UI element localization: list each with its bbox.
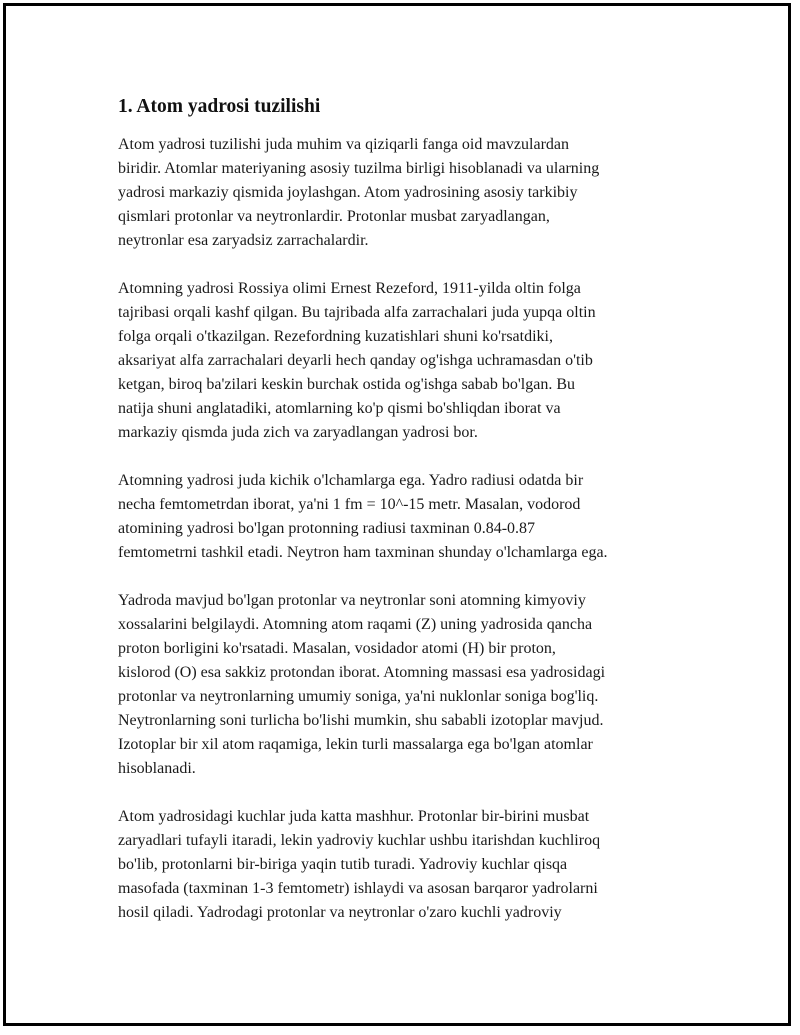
text-line: proton borligini ko'rsatadi. Masalan, vosidador atomi (H) bir proton,: [118, 640, 556, 657]
paragraph-5: [118, 805, 698, 925]
text-line: hisoblanadi.: [118, 760, 196, 777]
text-line: qismlari protonlar va neytronlardir. Protonlar musbat zaryadlangan,: [118, 208, 550, 225]
text-line: bo'lib, protonlarni bir-biriga yaqin tutib turadi. Yadroviy kuchlar qisqa: [118, 856, 568, 873]
text-line: hosil qiladi. Yadrodagi protonlar va neytronlar o'zaro kuchli yadroviy: [118, 904, 562, 921]
text-line: Yadroda mavjud bo'lgan protonlar va neytronlar soni atomning kimyoviy: [118, 592, 586, 609]
text-line: atomining yadrosi bo'lgan protonning radiusi taxminan 0.84-0.87: [118, 520, 536, 537]
text-line: neytronlar esa zaryadsiz zarrachalardir.: [118, 232, 369, 249]
paragraph-3: [118, 469, 698, 565]
text-line: Atom yadrosi tuzilishi juda muhim va qiziqarli fanga oid mavzulardan: [118, 136, 569, 153]
text-line: biridir. Atomlar materiyaning asosiy tuzilma birligi hisoblanadi va ularning: [118, 160, 600, 177]
text-line: folga orqali o'tkazilgan. Rezefordning kuzatishlari shuni ko'rsatdiki,: [118, 328, 553, 345]
text-line: masofada (taxminan 1-3 femtometr) ishlaydi va asosan barqaror yadrolarni: [118, 880, 598, 897]
text-line: femtometrni tashkil etadi. Neytron ham taxminan shunday o'lchamlarga ega.: [118, 544, 608, 561]
text-line: natija shuni anglatadiki, atomlarning ko'p qismi bo'shliqdan iborat va: [118, 400, 561, 417]
paragraph-1: [118, 133, 698, 253]
text-line: xossalarini belgilaydi. Atomning atom raqami (Z) uning yadrosida qancha: [118, 616, 593, 633]
text-line: Atomning yadrosi Rossiya olimi Ernest Rezeford, 1911-yilda oltin folga: [118, 280, 581, 297]
document-body: [118, 94, 698, 949]
text-line: kislorod (O) esa sakkiz protondan iborat. Atomning massasi esa yadrosidagi: [118, 664, 606, 681]
text-line: Izotoplar bir xil atom raqamiga, lekin turli massalarga ega bo'lgan atomlar: [118, 736, 593, 753]
section-heading: 1. Atom yadrosi tuzilishi: [118, 96, 321, 117]
paragraph-4: [118, 589, 698, 781]
text-line: protonlar va neytronlarning umumiy soniga, ya'ni nuklonlar soniga bog'liq.: [118, 688, 599, 705]
text-line: ketgan, biroq ba'zilari keskin burchak ostida og'ishga sabab bo'lgan. Bu: [118, 376, 575, 393]
text-line: Neytronlarning soni turlicha bo'lishi mumkin, shu sababli izotoplar mavjud.: [118, 712, 604, 729]
text-line: aksariyat alfa zarrachalari deyarli hech qanday og'ishga uchramasdan o'tib: [118, 352, 593, 369]
text-line: tajribasi orqali kashf qilgan. Bu tajribada alfa zarrachalari juda yupqa oltin: [118, 304, 596, 321]
text-line: markaziy qismda juda zich va zaryadlangan yadrosi bor.: [118, 424, 478, 441]
text-line: zaryadlari tufayli itaradi, lekin yadroviy kuchlar ushbu itarishdan kuchliroq: [118, 832, 601, 849]
text-line: yadrosi markaziy qismida joylashgan. Atom yadrosining asosiy tarkibiy: [118, 184, 578, 201]
paragraph-2: [118, 277, 698, 445]
text-line: Atomning yadrosi juda kichik o'lchamlarga ega. Yadro radiusi odatda bir: [118, 472, 584, 489]
text-line: Atom yadrosidagi kuchlar juda katta mashhur. Protonlar bir-birini musbat: [118, 808, 590, 825]
text-line: necha femtometrdan iborat, ya'ni 1 fm = 10^-15 metr. Masalan, vodorod: [118, 496, 581, 513]
